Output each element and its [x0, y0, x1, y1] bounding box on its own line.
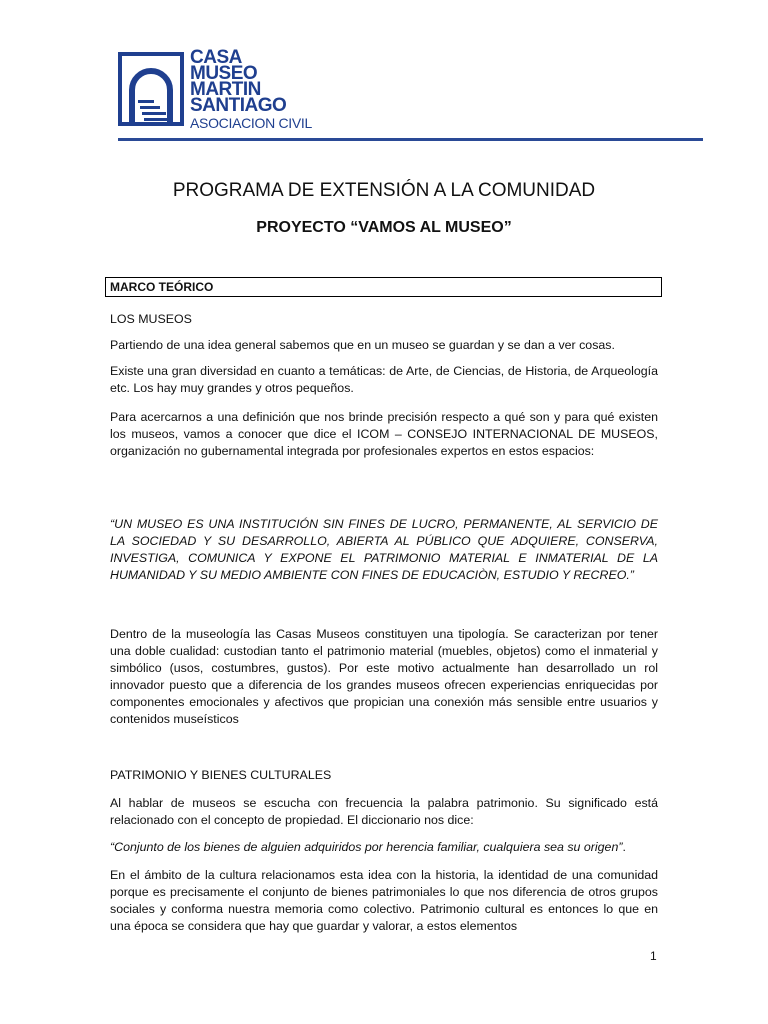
dictionary-definition-tail: . [622, 840, 626, 854]
museum-logo [118, 47, 708, 145]
logo-line: MARTIN [190, 79, 261, 100]
dictionary-definition [110, 839, 658, 856]
paragraph: Para acercarnos a una definición que nos brinde precisión respecto a qué son y para qué existen los museos, vamos a conocer que dice el ICOM – CONSEJO INTERNACIONAL DE MUSEOS, organización no gubernamental integrada por profesionales expertos en estos espacios: [110, 410, 658, 458]
document-subtitle: PROYECTO “VAMOS AL MUSEO” [256, 219, 512, 236]
header-divider [118, 138, 703, 141]
paragraph: En el ámbito de la cultura relacionamos esta idea con la historia, la identidad de una comunidad porque es precisamente el conjunto de bienes patrimoniales lo que nos diferencia de otros grupos sociales y conforma nuestra memoria como colectivo. Patrimonio cultural es entonces lo que en una época se considera que hay que guardar y valorar, a estos elementos [110, 868, 658, 933]
logo-wordmark [190, 47, 313, 131]
logo-line: MUSEO [190, 63, 258, 84]
paragraph: Dentro de la museología las Casas Museos constituyen una tipología. Se caracterizan por tener una doble cualidad: custodian tanto el patrimonio material (muebles, objetos) como el inmaterial y simbólico (usos, costumbres, gustos). Por este motivo actualmente han desarrollado un rol innovador puesto que a diferencia de los grandes museos ofrecen experiencias enriquecidas por componentes emocionales y afectivos que propician una conexión más sensible entre usuarios y contenidos museísticos [110, 627, 658, 726]
logo-line: CASA [190, 47, 242, 68]
paragraph: Al hablar de museos se escucha con frecuencia la palabra patrimonio. Su significado está relacionado con el concepto de propiedad. El diccionario nos dice: [110, 796, 658, 827]
logo-subline: ASOCIACION CIVIL [190, 115, 313, 131]
icom-definition-quote: “UN MUSEO ES UNA INSTITUCIÓN SIN FINES DE LUCRO, PERMANENTE, AL SERVICIO DE LA SOCIEDAD Y SU DESARROLLO, ABIERTA AL PÚBLICO QUE ADQUIERE, CONSERVA, INVESTIGA, COMUNICA Y EXPONE EL PATRIMONIO MATERIAL E INMATERIAL DE LA HUMANIDAD Y SU MEDIO AMBIENTE CON FINES DE EDUCACIÒN, ESTUDIO Y RECREO.” [110, 517, 658, 582]
museum-logo-mark-icon [118, 52, 184, 126]
heading-patrimonio: PATRIMONIO Y BIENES CULTURALES [110, 768, 332, 782]
heading-los-museos: LOS MUSEOS [110, 312, 192, 326]
section-heading-box: MARCO TEÓRICO [105, 277, 662, 297]
logo-line: SANTIAGO [190, 95, 287, 116]
paragraph: Partiendo de una idea general sabemos que en un museo se guardan y se dan a ver cosas. [110, 338, 615, 352]
dictionary-definition-quote: “Conjunto de los bienes de alguien adquiridos por herencia familiar, cualquiera sea su origen” [110, 840, 623, 854]
page-number: 1 [650, 949, 657, 963]
paragraph: Existe una gran diversidad en cuanto a temáticas: de Arte, de Ciencias, de Historia, de Arqueología etc. Los hay muy grandes y otros pequeños. [110, 364, 658, 395]
document-title: PROGRAMA DE EXTENSIÓN A LA COMUNIDAD [172, 180, 596, 201]
